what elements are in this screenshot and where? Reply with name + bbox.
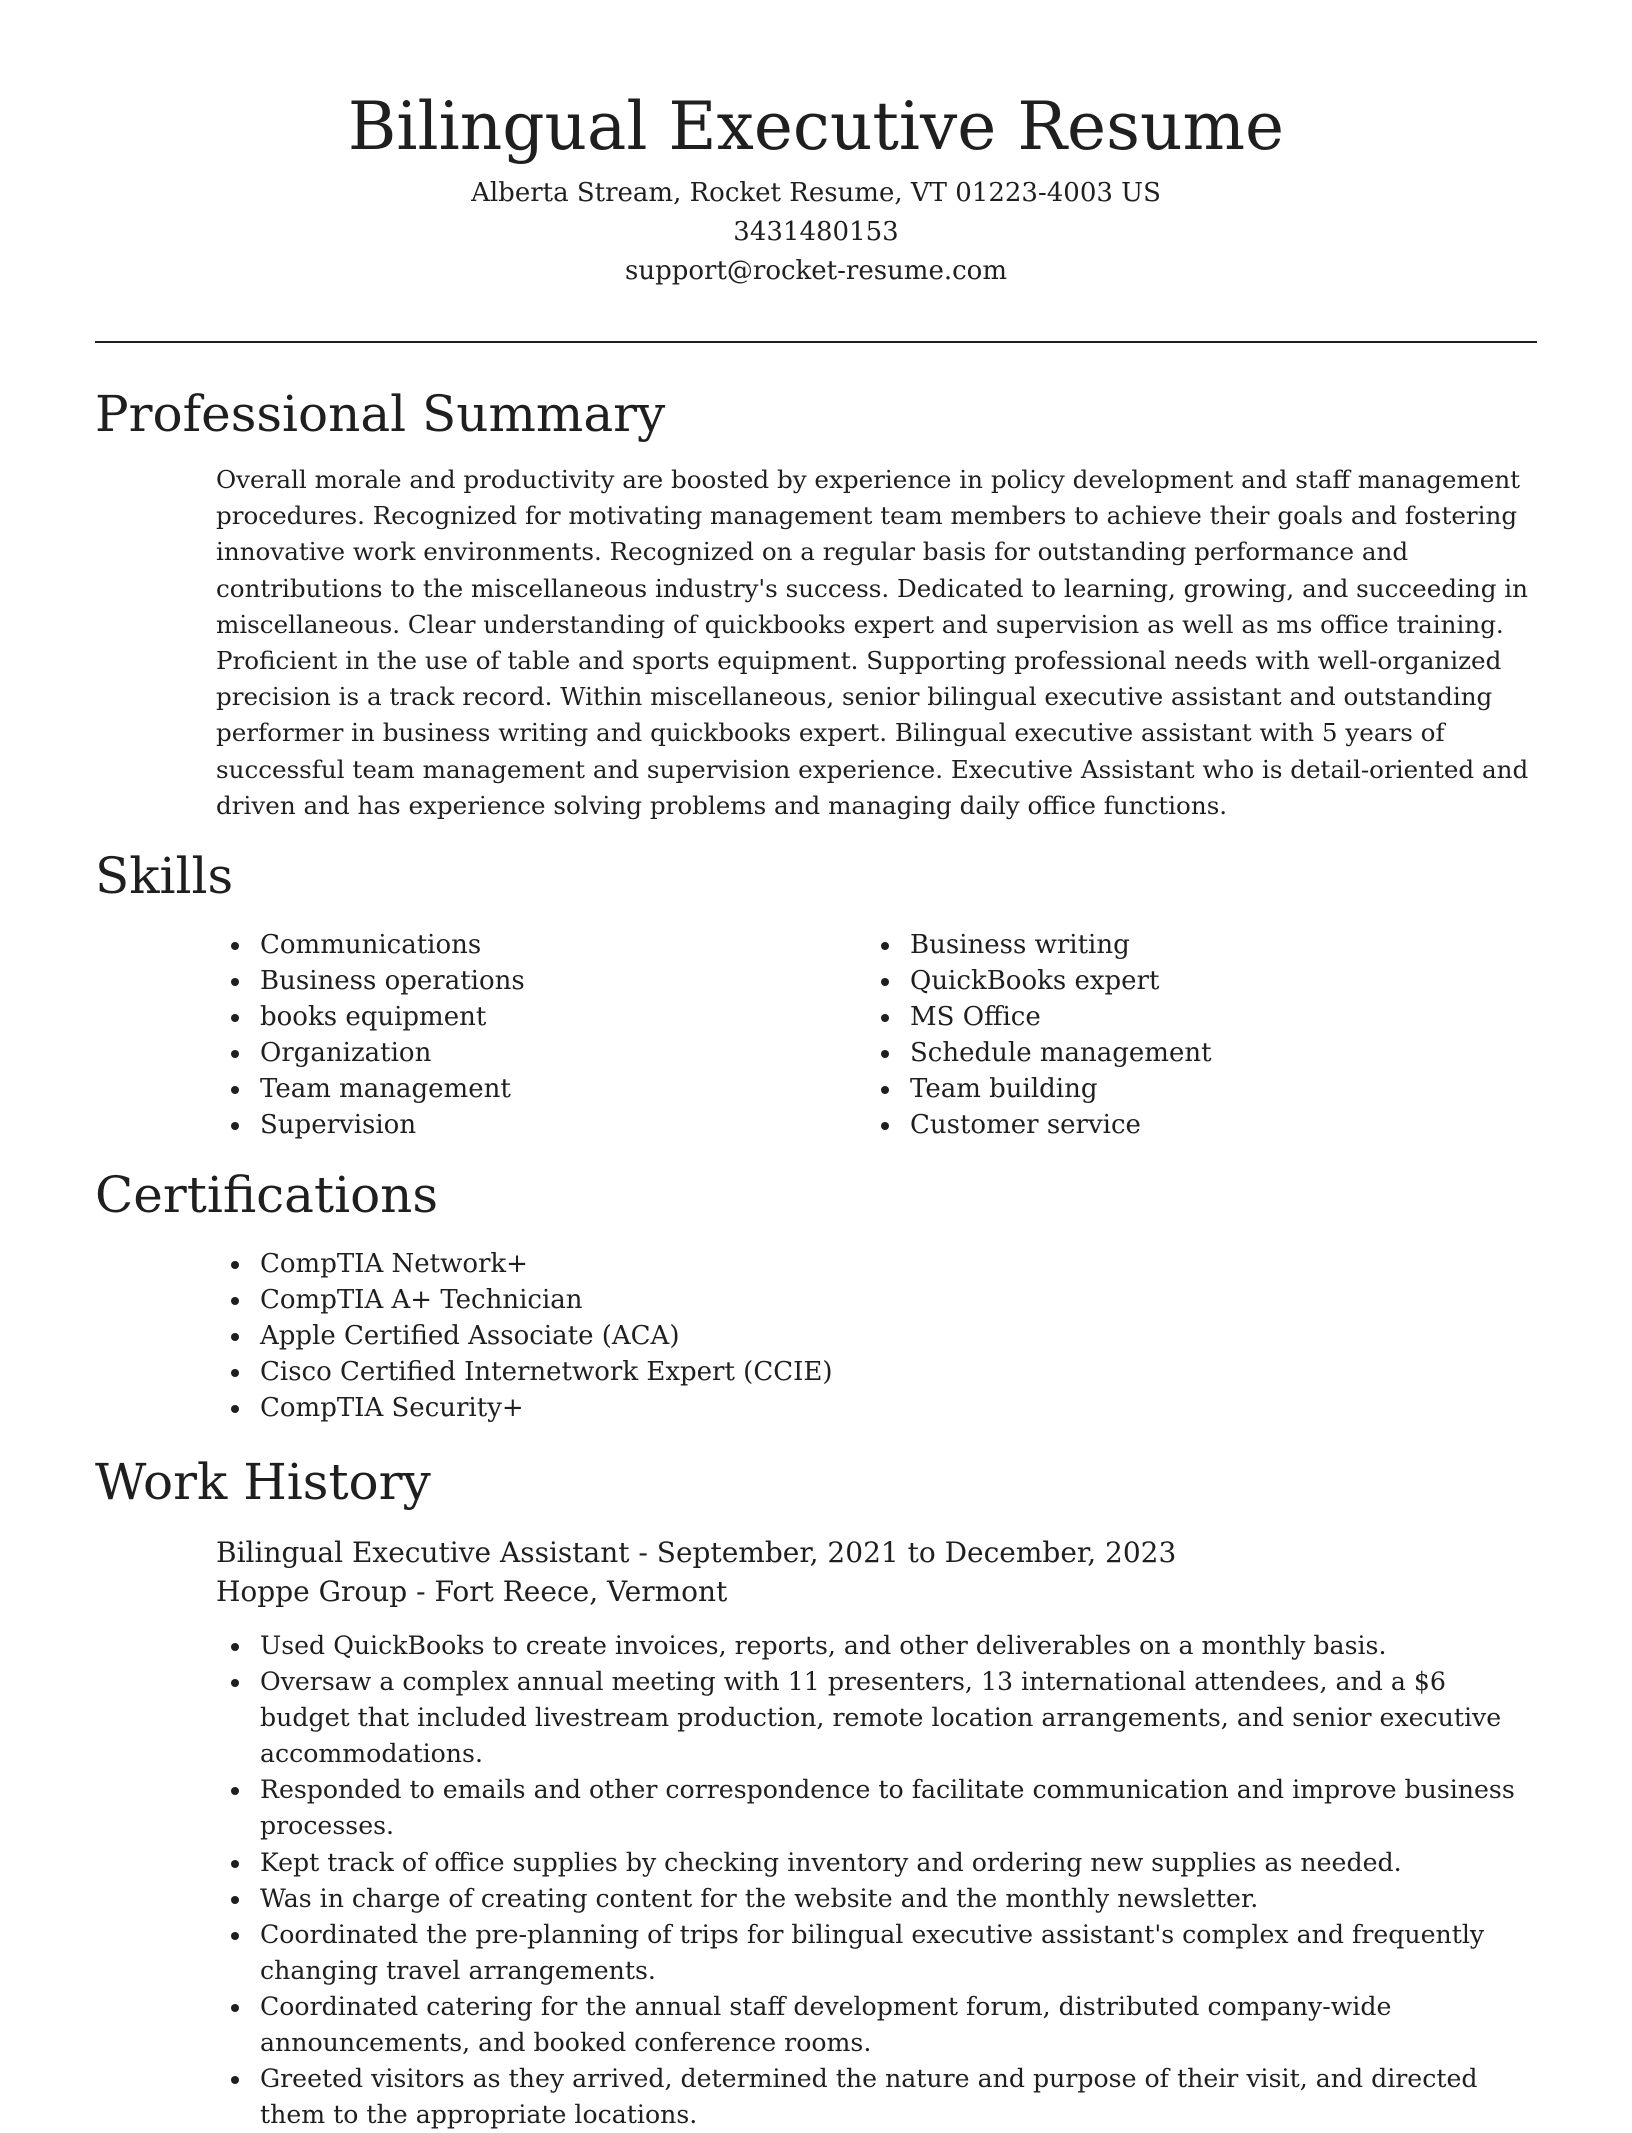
skill-item: books equipment: [216, 999, 856, 1035]
job-bullet: Used QuickBooks to create invoices, reports, and other deliverables on a monthly basis.: [216, 1628, 1541, 1664]
job-employer: [216, 1572, 1541, 1611]
contact-email: support@rocket-resume.com: [624, 256, 1007, 286]
job-bullet: Responded to emails and other correspondence to facilitate communication and improve business processes.: [216, 1772, 1541, 1844]
job-location: Fort Reece, Vermont: [434, 1575, 728, 1608]
skill-item: Organization: [216, 1035, 856, 1071]
job-entry: [216, 1533, 1541, 1611]
contact-info: [95, 174, 1537, 291]
job-bullet: Coordinated the pre-planning of trips for bilingual executive assistant's complex and frequently changing travel arrangements.: [216, 1917, 1541, 1989]
section-title-certifications: Certifications: [95, 1166, 439, 1224]
job-bullets-list: [216, 1628, 1541, 2133]
contact-address: Alberta Stream, Rocket Resume, VT 01223-4003 US: [471, 178, 1161, 208]
resume-header: [95, 82, 1537, 291]
skill-item: Supervision: [216, 1107, 856, 1143]
job-position: Bilingual Executive Assistant: [216, 1536, 630, 1569]
skill-item: QuickBooks expert: [866, 963, 1506, 999]
section-title-work-history: Work History: [95, 1453, 431, 1511]
skill-item: Communications: [216, 927, 856, 963]
skills-list-right: [866, 927, 1506, 1143]
job-bullet: Oversaw a complex annual meeting with 11 presenters, 13 international attendees, and a $6 budget that included livestream production, remote location arrangements, and senior executive accommodations.: [216, 1664, 1541, 1772]
section-title-summary: Professional Summary: [95, 385, 666, 443]
certifications-list: [216, 1246, 1516, 1426]
certification-item: CompTIA A+ Technician: [216, 1282, 1516, 1318]
job-bullet: Coordinated catering for the annual staff development forum, distributed company-wide announcements, and booked conference rooms.: [216, 1989, 1541, 2061]
certification-item: CompTIA Security+: [216, 1390, 1516, 1426]
resume-title: Bilingual Executive Resume: [347, 88, 1285, 165]
job-bullet: Was in charge of creating content for the website and the monthly newsletter.: [216, 1881, 1541, 1917]
certification-item: Cisco Certified Internetwork Expert (CCIE): [216, 1354, 1516, 1390]
job-company: Hoppe Group: [216, 1575, 408, 1608]
contact-phone: 3431480153: [733, 217, 899, 247]
certification-item: Apple Certified Associate (ACA): [216, 1318, 1516, 1354]
job-dates: September, 2021 to December, 2023: [656, 1536, 1177, 1569]
skill-item: MS Office: [866, 999, 1506, 1035]
header-divider: [95, 341, 1537, 343]
job-separator: -: [407, 1575, 435, 1608]
job-heading: [216, 1533, 1541, 1572]
job-bullet: Greeted visitors as they arrived, determined the nature and purpose of their visit, and directed them to the appropriate locations.: [216, 2061, 1541, 2133]
job-separator: -: [629, 1536, 657, 1569]
skills-list-left: [216, 927, 856, 1143]
summary-text: Overall morale and productivity are boosted by experience in policy development and staff management procedures. Recognized for motivating management team members to achieve their goals and fostering innovative work environments. Recognized on a regular basis for outstanding performance and contributions to the miscellaneous industry's success. Dedicated to learning, growing, and succeeding in miscellaneous. Clear understanding of quickbooks expert and supervision as well as ms office training. Proficient in the use of table and sports equipment. Supporting professional needs with well-organized precision is a track record. Within miscellaneous, senior bilingual executive assistant and outstanding performer in business writing and quickbooks expert. Bilingual executive assistant with 5 years of successful team management and supervision experience. Executive Assistant who is detail-oriented and driven and has experience solving problems and managing daily office functions.: [216, 465, 1529, 820]
skill-item: Team management: [216, 1071, 856, 1107]
skill-item: Business operations: [216, 963, 856, 999]
skill-item: Schedule management: [866, 1035, 1506, 1071]
job-bullet: Kept track of office supplies by checking inventory and ordering new supplies as needed.: [216, 1845, 1541, 1881]
skill-item: Customer service: [866, 1107, 1506, 1143]
section-title-skills: Skills: [95, 847, 234, 905]
skill-item: Team building: [866, 1071, 1506, 1107]
skill-item: Business writing: [866, 927, 1506, 963]
certification-item: CompTIA Network+: [216, 1246, 1516, 1282]
